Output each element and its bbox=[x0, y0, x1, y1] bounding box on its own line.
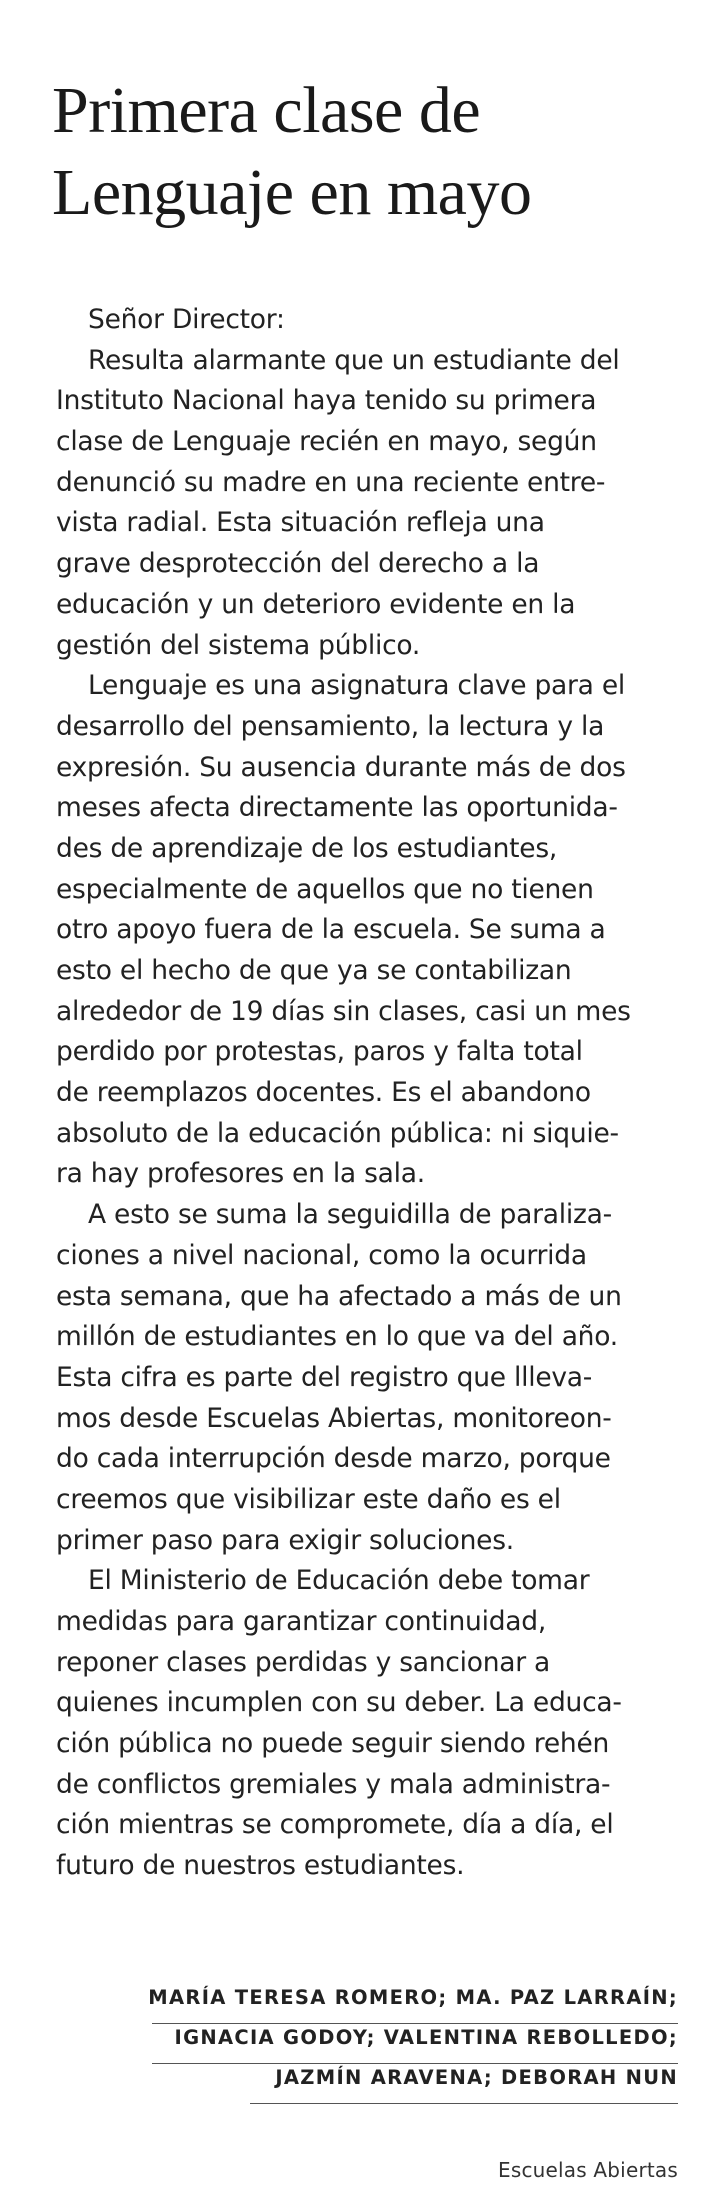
body-line: ra hay profesores en la sala. bbox=[56, 1158, 425, 1190]
signature-line: MARÍA TERESA ROMERO; MA. PAZ LARRAÍN; bbox=[148, 1986, 678, 2009]
body-line: ciones a nivel nacional, como la ocurrida bbox=[56, 1239, 587, 1271]
body-line: Resulta alarmante que un estudiante del bbox=[88, 344, 620, 376]
body-line: reponer clases perdidas y sancionar a bbox=[56, 1646, 551, 1678]
body-line: desarrollo del pensamiento, la lectura y la bbox=[56, 710, 605, 742]
body-line: absoluto de la educación pública: ni siquie- bbox=[56, 1117, 619, 1149]
body-line: des de aprendizaje de los estudiantes, bbox=[56, 832, 558, 864]
body-line: gestión del sistema público. bbox=[56, 629, 421, 661]
body-line: grave desprotección del derecho a la bbox=[56, 548, 540, 580]
body-line: perdido por protestas, paros y falta total bbox=[56, 1036, 583, 1068]
title-line: Lenguaje en mayo bbox=[52, 156, 532, 229]
signature-line: IGNACIA GODOY; VALENTINA REBOLLEDO; bbox=[174, 2026, 678, 2049]
body-line: de conflictos gremiales y mala administra- bbox=[56, 1768, 611, 1800]
organization-name: Escuelas Abiertas bbox=[497, 2158, 678, 2182]
body-line: quienes incumplen con su deber. La educa- bbox=[56, 1687, 622, 1719]
body-line: esta semana, que ha afectado a más de un bbox=[56, 1280, 622, 1312]
title-line: Primera clase de bbox=[52, 74, 481, 147]
body-line: alrededor de 19 días sin clases, casi un mes bbox=[56, 995, 631, 1027]
body-line: meses afecta directamente las oportunida- bbox=[56, 792, 618, 824]
body-line: educación y un deterioro evidente en la bbox=[56, 588, 576, 620]
body-line: ción mientras se compromete, día a día, el bbox=[56, 1809, 614, 1841]
body-line: millón de estudiantes en lo que va del año. bbox=[56, 1321, 618, 1353]
body-line: especialmente de aquellos que no tienen bbox=[56, 873, 594, 905]
body-line: Instituto Nacional haya tenido su primera bbox=[56, 385, 597, 417]
body-line: A esto se suma la seguidilla de paraliza- bbox=[88, 1199, 612, 1231]
body-line: vista radial. Esta situación refleja una bbox=[56, 507, 545, 539]
body-line: primer paso para exigir soluciones. bbox=[56, 1524, 514, 1556]
body-line: futuro de nuestros estudiantes. bbox=[56, 1850, 465, 1882]
signature-divider bbox=[152, 2023, 678, 2024]
salutation: Señor Director: bbox=[88, 304, 285, 335]
body-line: ción pública no puede seguir siendo rehén bbox=[56, 1728, 610, 1760]
body-line: clase de Lenguaje recién en mayo, según bbox=[56, 426, 597, 458]
body-line: esto el hecho de que ya se contabilizan bbox=[56, 955, 572, 986]
body-line: do cada interrupción desde marzo, porque bbox=[56, 1443, 611, 1475]
body-line: mos desde Escuelas Abiertas, monitoreon- bbox=[56, 1402, 612, 1434]
body-line: de reemplazos docentes. Es el abandono bbox=[56, 1077, 591, 1109]
body-line: Lenguaje es una asignatura clave para el bbox=[88, 670, 626, 702]
signature-line: JAZMÍN ARAVENA; DEBORAH NUN bbox=[275, 2066, 678, 2089]
signature-divider bbox=[250, 2103, 678, 2104]
body-line: expresión. Su ausencia durante más de dos bbox=[56, 751, 626, 783]
letter-body bbox=[56, 300, 676, 1887]
body-line: denunció su madre en una reciente entre- bbox=[56, 466, 606, 498]
letter-title bbox=[52, 70, 692, 234]
body-line: Esta cifra es parte del registro que llleva- bbox=[56, 1361, 593, 1393]
signature-divider bbox=[152, 2063, 678, 2064]
body-line: creemos que visibilizar este daño es el bbox=[56, 1483, 561, 1515]
body-line: medidas para garantizar continuidad, bbox=[56, 1606, 547, 1637]
body-line: El Ministerio de Educación debe tomar bbox=[88, 1565, 590, 1597]
signature-block bbox=[78, 1978, 678, 2098]
body-line: otro apoyo fuera de la escuela. Se suma a bbox=[56, 914, 606, 946]
